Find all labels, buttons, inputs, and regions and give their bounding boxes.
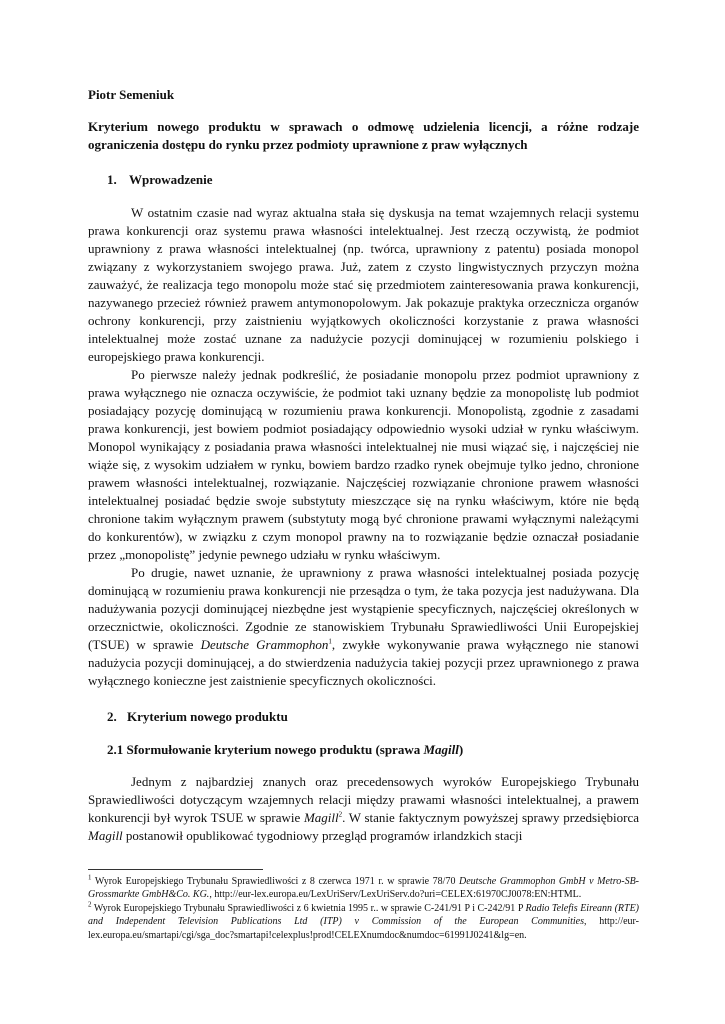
section-1-heading — [107, 171, 213, 189]
subsection-2-1-heading — [107, 741, 463, 759]
footnote-divider — [88, 869, 263, 870]
footnote-2 — [88, 902, 639, 942]
footnote-2-text-a: Wyrok Europejskiego Trybunału Sprawiedliwości z 6 kwietnia 1995 r.. w sprawie C-241/91 P i C-242/91 P — [91, 902, 526, 914]
footnote-1-mark: 1 — [88, 873, 92, 882]
author-name: Piotr Semeniuk — [88, 87, 175, 102]
case-name-magill: Magill — [303, 810, 339, 825]
paragraph-3-text-b: , zwykłe wykonywanie prawa wyłącznego nie stanowi nadużycia pozycji dominującej, a do stwierdzenia nadużycia takiej pozycji przez uprawnionego z prawa wyłącznego konieczne jest zaistnienie specyficznych okoliczności. — [88, 637, 639, 688]
footnote-2-case: Radio Telefis Eireann (RTE) and Independent Television Publications Ltd (ITP) v Commission of the European Communities — [88, 902, 640, 928]
section-2-number: 2. — [107, 709, 117, 724]
case-name-deutsche-grammophon: Deutsche Grammophon — [200, 637, 329, 652]
paragraph-4-text-a: Jednym z najbardziej znanych oraz precedensowych wyroków Europejskiego Trybunału Sprawiedliwości dotyczącym wzajemnych relacji między prawami własności intelektualnej, a prawem konkurencji był wyrok TSUE w sprawie — [88, 774, 639, 825]
footnote-2-mark: 2 — [88, 900, 92, 909]
footnote-1-text-a: Wyrok Europejskiego Trybunału Sprawiedliwości z 8 czerwca 1971 r. w sprawie 78/70 — [91, 876, 460, 887]
paragraph-4 — [88, 773, 639, 845]
document-page — [88, 0, 639, 1024]
subsection-heading-text-b: ) — [458, 742, 464, 757]
paragraph-3-text-a: Po drugie, nawet uznanie, że uprawniony z prawa własności intelektualnej posiada pozycję dominującą w rozumieniu prawa konkurencji nie przesądza o tym, że taka pozycja jest nadużywana. Dla nadużywania pozycji dominującej niezbędne jest wystąpienie specyficznych, najczęściej określonych w orzecznictwie, okoliczności. Zgodnie ze stanowiskiem Trybunału Sprawiedliwości Unii Europejskiej (TSUE) w sprawie — [88, 565, 639, 652]
paragraph-1: W ostatnim czasie nad wyraz aktualna stała się dyskusja na temat wzajemnych relacji systemu prawa konkurencji oraz systemu prawa własności intelektualnej. Jest rzeczą oczywistą, że podmiot uprawniony z prawa własności intelektualnej (np. twórca, uprawniony z patentu) posiada monopol związany z wykorzystaniem swojego prawa. Już, zatem z czysto lingwistycznych przyczyn można zauważyć, że realizacja tego monopolu może stać się przedmiotem zainteresowania prawa konkurencji, nazywanego przecież również prawem antymonopolowym. Jak pokazuje praktyka orzecznicza organów ochrony konkurencji, przy zaistnieniu wyjątkowych okoliczności korzystanie z prawa własności intelektualnej może zostać uznane za nadużycie pozycji dominującej w rozumieniu polskiego i europejskiego prawa konkurencji. — [88, 205, 639, 364]
footnotes — [88, 875, 639, 942]
paragraph-3 — [88, 564, 639, 690]
subsection-case-name: Magill — [423, 742, 459, 757]
section-1-title: Wprowadzenie — [129, 172, 213, 187]
document-title: Kryterium nowego produktu w sprawach o odmowę udzielenia licencji, a różne rodzaje ograniczenia dostępu do rynku przez podmioty uprawnione z praw wyłącznych — [88, 119, 639, 152]
paragraph-2: Po pierwsze należy jednak podkreślić, że posiadanie monopolu przez podmiot uprawniony z prawa wyłącznego nie oznacza oczywiście, że podmiot taki uznany będzie za monopolistę lub podmiot posiadający pozycję dominującą w rozumieniu prawa konkurencji. Monopolistą, zgodnie z zasadami prawa konkurencji, jest bowiem podmiot posiadający odpowiednio wysoki udział w rynku właściwym. Monopol wynikający z posiadania prawa własności intelektualnej nie musi wiązać się, i najczęściej nie wiąże się, z wysokim udziałem w rynku, bowiem bardzo rzadko rynek obejmuje tylko jedno, chronione prawem własności intelektualnej, rozwiązanie. Najczęściej rozwiązanie chronione prawem własności intelektualnej posiadać będzie swoje substytuty mieszczące się na rynku właściwym, które nie będą chronione takim wyłącznym prawem (substytuty mogą być chronione prawami wyłącznymi należącymi do konkurentów), w związku z czym monopol prawny na to rozwiązanie będzie oznaczał posiadanie przez „monopolistę” jedynie pewnego udziału w rynku właściwym. — [88, 367, 639, 562]
paragraph-4-text-b: . W stanie faktycznym powyższej sprawy przedsiębiorca — [342, 810, 639, 825]
case-name-magill-2: Magill — [88, 828, 123, 843]
footnote-2-text-b: , http://eur-lex.europa.eu/smartapi/cgi/sga_doc?smartapi!celexplus!prod!CELEXnumdoc&numdoc=61991J0241&lg=en. — [88, 916, 639, 941]
section-2-heading — [107, 708, 288, 726]
footnote-1-case: Deutsche Grammophon GmbH v Metro-SB-Grossmarkte GmbH&Co. KG. — [88, 876, 640, 901]
footnote-ref-2[interactable]: 2 — [338, 810, 343, 819]
footnote-ref-1[interactable]: 1 — [328, 637, 332, 646]
section-2-title: Kryterium nowego produktu — [127, 709, 288, 724]
subsection-heading-text-a: 2.1 Sformułowanie kryterium nowego produktu (sprawa — [107, 742, 424, 757]
section-1-number: 1. — [107, 172, 117, 187]
paragraph-4-text-c: postanowił opublikować tygodniowy przegląd programów irlandzkich stacji — [122, 828, 523, 843]
footnote-1 — [88, 875, 639, 902]
section-2-body — [88, 773, 639, 845]
section-1-body — [88, 204, 639, 690]
footnote-1-text-b: , http://eur-lex.europa.eu/LexUriServ/LexUriServ.do?uri=CELEX:61970CJ0078:EN:HTML. — [209, 889, 582, 901]
